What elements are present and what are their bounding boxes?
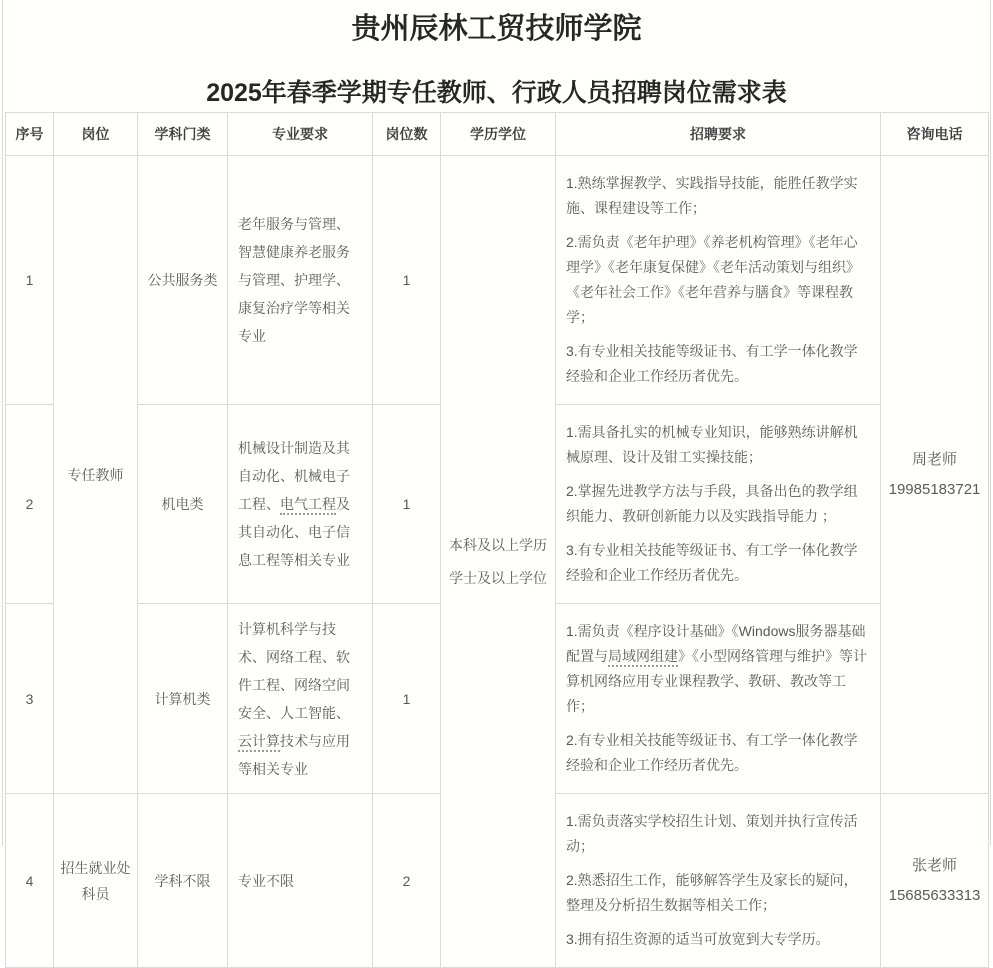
table-row-1 [6, 156, 989, 405]
page [2, 0, 991, 947]
col-header-requirements: 招聘要求 [556, 113, 881, 156]
cell-count-4: 2 [373, 794, 441, 968]
col-header-position: 岗位 [54, 113, 138, 156]
cell-no-2: 2 [6, 405, 54, 604]
cell-requirements-4: 1.需负责落实学校招生计划、策划并执行宣传活动； 2.熟悉招生工作，能够解答学生及家长的疑问，整理及分析招生数据等相关工作； 3.拥有招生资源的适当可放宽到大专学历。 [556, 794, 881, 968]
cell-position-teachers: 专任教师 [54, 156, 138, 794]
cell-count-1: 1 [373, 156, 441, 405]
col-header-phone: 咨询电话 [881, 113, 989, 156]
cell-category-1: 公共服务类 [138, 156, 228, 405]
cell-contact-merged: 周老师 19985183721 [881, 156, 989, 794]
cell-no-3: 3 [6, 604, 54, 794]
page-subtitle: 2025年春季学期专任教师、行政人员招聘岗位需求表 [206, 79, 787, 107]
cell-requirements-1: 1.熟练掌握教学、实践指导技能，能胜任教学实施、课程建设等工作； 2.需负责《老年护理》《养老机构管理》《老年心理学》《老年康复保健》《老年活动策划与组织》《老年社会工作》《老年营养与膳食》等课程教学； 3.有专业相关技能等级证书、有工学一体化教学经验和企业工作经历者优先。 [556, 156, 881, 405]
cell-category-2: 机电类 [138, 405, 228, 604]
cell-requirements-3: 1.需负责《程序设计基础》《Windows服务器基础配置与局域网组建》《小型网络管理与维护》等计算机网络应用专业课程教学、教研、教改等工作； 2.有专业相关技能等级证书、有工学一体化教学经验和企业工作经历者优先。 [556, 604, 881, 794]
cell-major-2: 机械设计制造及其自动化、机械电子工程、电气工程及其自动化、电子信息工程等相关专业 [228, 405, 373, 604]
col-header-degree: 学历学位 [441, 113, 556, 156]
cell-count-3: 1 [373, 604, 441, 794]
col-header-category: 学科门类 [138, 113, 228, 156]
cell-requirements-2: 1.需具备扎实的机械专业知识，能够熟练讲解机械原理、设计及钳工实操技能； 2.掌握先进教学方法与手段，具备出色的教学组织能力、教研创新能力以及实践指导能力 ； 3.有专业相关技能等级证书、有工学一体化教学经验和企业工作经历者优先。 [556, 405, 881, 604]
cell-category-3: 计算机类 [138, 604, 228, 794]
recruitment-table [5, 112, 989, 968]
cell-contact-4: 张老师 15685633313 [881, 794, 989, 968]
cell-major-4: 专业不限 [228, 794, 373, 968]
cell-no-1: 1 [6, 156, 54, 405]
cell-major-3: 计算机科学与技术、网络工程、软件工程、网络空间安全、人工智能、云计算技术与应用等相关专业 [228, 604, 373, 794]
col-header-major: 专业要求 [228, 113, 373, 156]
cell-count-2: 1 [373, 405, 441, 604]
cell-major-1: 老年服务与管理、智慧健康养老服务与管理、护理学、康复治疗学等相关专业 [228, 156, 373, 405]
cell-category-4: 学科不限 [138, 794, 228, 968]
cell-position-4: 招生就业处科员 [54, 794, 138, 968]
cell-no-4: 4 [6, 794, 54, 968]
col-header-no: 序号 [6, 113, 54, 156]
cell-degree-merged: 本科及以上学历 学士及以上学位 [441, 156, 556, 968]
page-title: 贵州辰林工贸技师学院 [351, 13, 642, 45]
col-header-count: 岗位数 [373, 113, 441, 156]
header-row [6, 113, 989, 156]
